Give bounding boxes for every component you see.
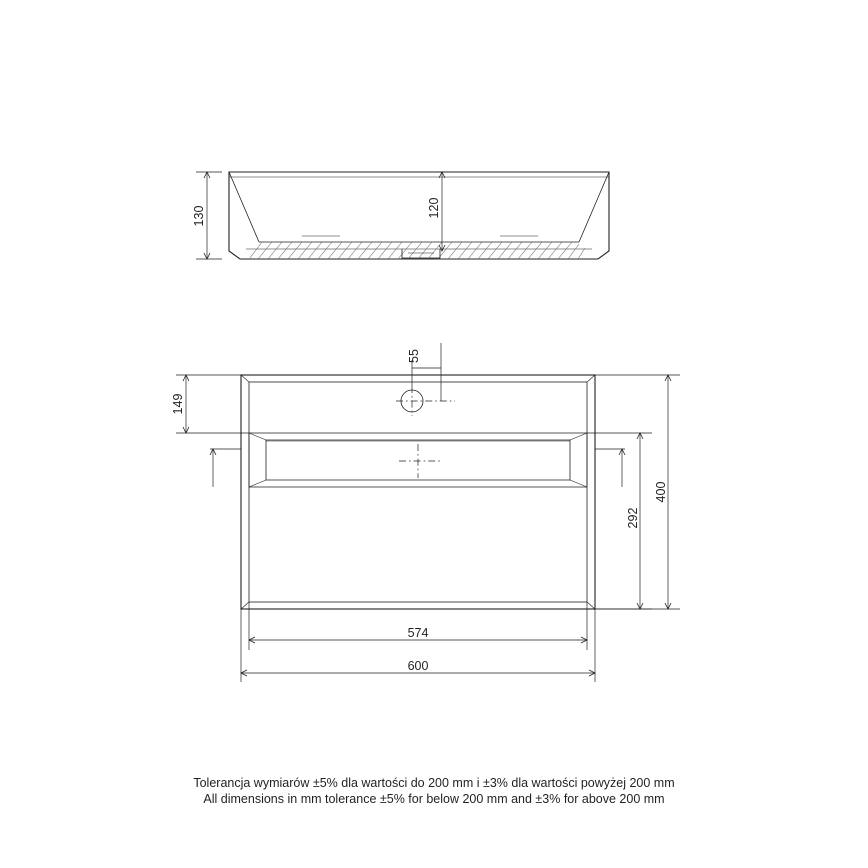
tolerance-notes <box>193 776 674 806</box>
plan-channel-chamfer-tl <box>249 433 266 440</box>
front-left-slant <box>229 172 259 242</box>
plan-left-tick <box>210 449 241 487</box>
plan-channel-chamfer-bl <box>249 480 266 487</box>
front-elevation-view <box>192 172 609 259</box>
front-right-slant <box>579 172 609 242</box>
plan-rim-rect <box>249 382 587 602</box>
dimension-400 <box>595 375 680 609</box>
dimension-120 <box>427 172 445 251</box>
dim120-label: 120 <box>427 197 441 219</box>
dimension-600 <box>241 609 595 682</box>
plan-corner-br <box>587 602 595 609</box>
plan-channel-chamfer-tr <box>570 433 587 440</box>
front-drain-outlet <box>402 249 440 258</box>
dimension-292 <box>587 433 652 609</box>
plan-corner-tl <box>241 375 249 382</box>
dimension-130 <box>192 172 222 259</box>
top-plan-view <box>171 343 680 682</box>
dim600-label: 600 <box>407 659 429 673</box>
dim130-label: 130 <box>192 205 206 227</box>
note-line-pl: Tolerancja wymiarów ±5% dla wartości do 200 mm i ±3% dla wartości powyżej 200 mm <box>193 776 675 790</box>
dim149-label: 149 <box>171 393 185 415</box>
front-section-hatching <box>250 242 585 259</box>
note-line-en: All dimensions in mm tolerance ±5% for below 200 mm and ±3% for above 200 mm <box>203 792 665 806</box>
plan-channel-chamfer-br <box>570 480 587 487</box>
dim400-label: 400 <box>654 481 668 503</box>
dimension-149 <box>171 375 249 433</box>
plan-corner-tr <box>587 375 595 382</box>
dim574-label: 574 <box>407 626 429 640</box>
plan-corner-bl <box>241 602 249 609</box>
plan-right-tick <box>595 449 625 487</box>
dim55-label: 55 <box>407 349 421 363</box>
dim292-label: 292 <box>626 507 640 529</box>
